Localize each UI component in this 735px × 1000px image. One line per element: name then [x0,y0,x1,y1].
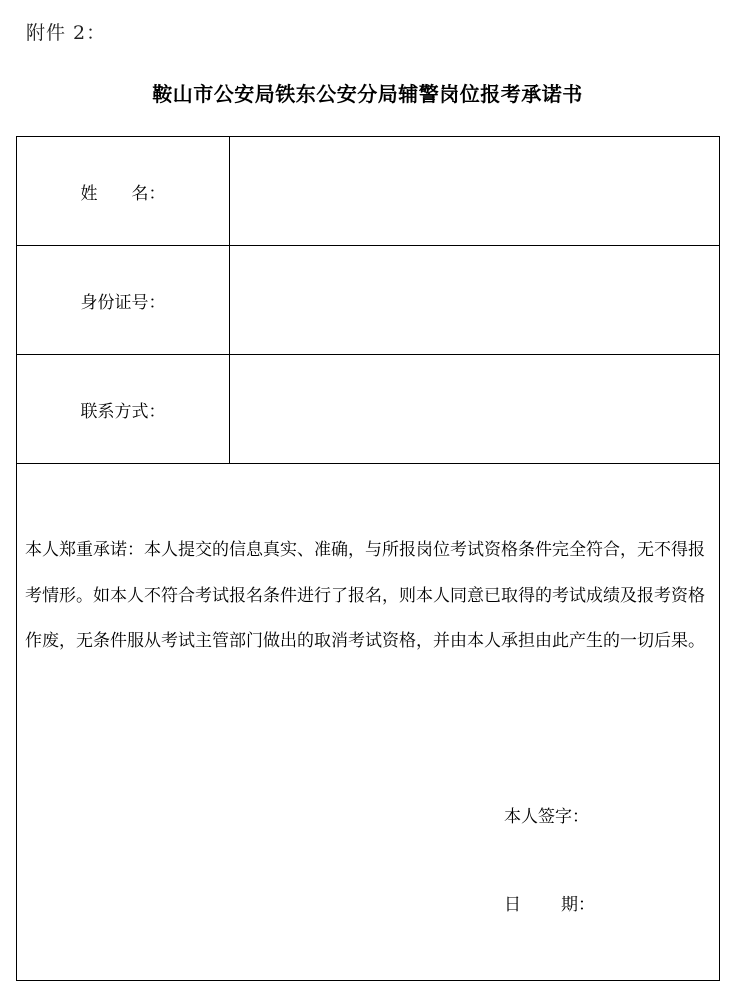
id-row [17,246,719,355]
contact-field[interactable] [230,355,719,463]
date-label-part1: 日 [504,895,521,915]
name-label-part2: 名： [131,183,166,204]
date-label-part2: 期： [561,895,595,915]
name-label-part1: 姓 [80,183,98,204]
name-label [17,137,230,245]
attachment-label: 附件 2： [26,22,107,44]
pledge-text: 本人郑重承诺：本人提交的信息真实、准确，与所报岗位考试资格条件完全符合，无不得报考情形。如本人不符合考试报名条件进行了报名，则本人同意已取得的考试成绩及报考资格作废，无条件服从考试主管部门做出的取消考试资格，并由本人承担由此产生的一切后果。 [25,540,705,651]
name-field[interactable] [230,137,719,245]
name-row [17,137,719,246]
date-label [504,890,595,915]
page-title: 鞍山市公安局铁东公安分局辅警岗位报考承诺书 [152,82,583,106]
pledge-form [16,136,720,981]
id-number-field[interactable] [230,246,719,354]
signature-label: 本人签字： [504,807,589,827]
id-label: 身份证号： [17,246,230,354]
contact-row [17,355,719,464]
contact-label: 联系方式： [17,355,230,463]
